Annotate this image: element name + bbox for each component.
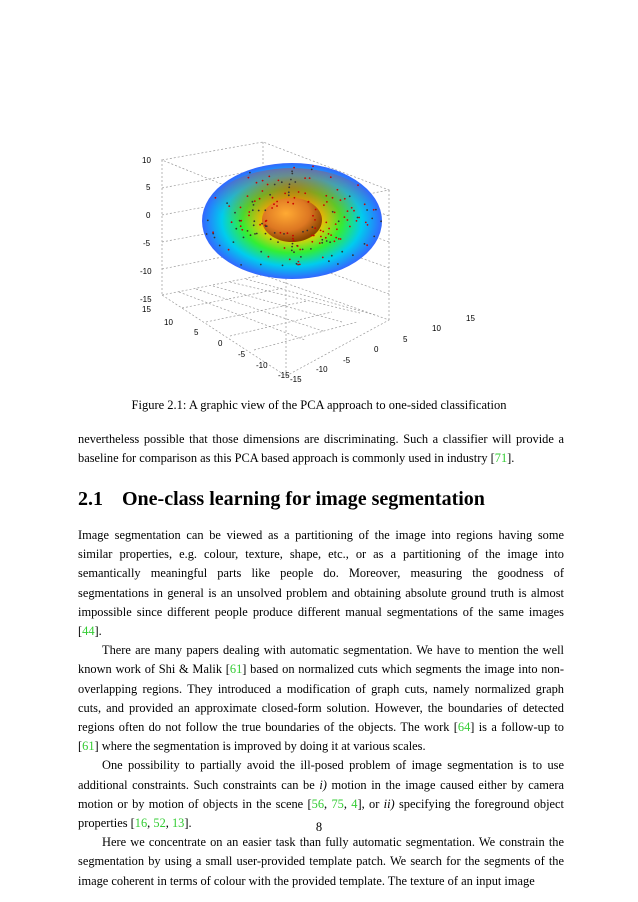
y-tick: 0: [374, 345, 379, 354]
page-number: 8: [315, 820, 323, 834]
paragraph: Here we concentrate on an easier task than fully automatic segmentation. We constrain the segmentation by using a small user-provided template patch. We search for the segments of the image coherent in terms of colour with the provided template. The texture of an input image: [78, 835, 564, 888]
scatter-point: [291, 173, 293, 175]
scatter-point: [282, 265, 284, 267]
scatter-point: [289, 183, 291, 185]
scatter-point: [310, 248, 312, 250]
scatter-point: [281, 181, 283, 183]
scatter-point: [329, 241, 331, 243]
scatter-point: [337, 189, 339, 191]
scatter-point: [292, 238, 294, 240]
paragraph-top: nevertheless possible that those dimensions are discriminating. Such a classifier will provide a baseline for comparison as this PCA based approach is commonly used in industry [71].: [78, 432, 564, 466]
scatter-point: [306, 230, 308, 232]
x-tick: 0: [218, 339, 223, 348]
scatter-point: [240, 225, 242, 227]
scatter-point: [228, 205, 230, 207]
scatter-point: [270, 238, 272, 240]
z-tick: 0: [146, 211, 151, 220]
scatter-point: [239, 220, 241, 222]
scatter-point: [312, 226, 314, 228]
scatter-point: [283, 233, 285, 235]
scatter-point: [262, 180, 264, 182]
scatter-point: [284, 247, 286, 249]
scatter-point: [314, 219, 316, 221]
scatter-point: [289, 259, 291, 261]
scatter-point: [288, 191, 290, 193]
citation-link[interactable]: 64: [457, 720, 471, 735]
z-tick: -10: [140, 267, 152, 276]
scatter-point: [294, 197, 296, 199]
z-tick: 5: [146, 183, 151, 192]
y-tick: -5: [343, 356, 351, 365]
scatter-point: [332, 197, 334, 199]
scatter-point: [288, 194, 290, 196]
citation-link[interactable]: 56: [311, 796, 325, 811]
scatter-point: [335, 223, 337, 225]
x-tick: -5: [238, 350, 246, 359]
scatter-point: [267, 184, 269, 186]
scatter-point: [260, 251, 262, 253]
scatter-point: [300, 256, 302, 258]
scatter-point: [330, 234, 332, 236]
y-axis-ticks: [290, 314, 475, 384]
scatter-point: [291, 246, 293, 248]
figure-caption: Figure 2.1: A graphic view of the PCA approach to one-sided classification: [131, 398, 507, 412]
scatter-point: [297, 245, 299, 247]
pca-3d-figure: [120, 108, 520, 388]
scatter-point: [271, 207, 273, 209]
scatter-point: [280, 232, 282, 234]
citation-link[interactable]: 44: [82, 624, 95, 639]
scatter-point: [330, 176, 332, 178]
x-tick: 5: [194, 328, 199, 337]
scatter-point: [373, 236, 375, 238]
scatter-point: [249, 172, 251, 174]
scatter-point: [353, 210, 355, 212]
scatter-point: [268, 176, 270, 178]
scatter-point: [219, 245, 221, 247]
scatter-point: [328, 233, 330, 235]
scatter-point: [337, 263, 339, 265]
scatter-point: [261, 223, 263, 225]
x-tick: 10: [164, 318, 173, 327]
scatter-point: [320, 230, 322, 232]
scatter-point: [294, 181, 296, 183]
scatter-point: [274, 232, 276, 234]
scatter-point: [253, 204, 255, 206]
scatter-point: [380, 220, 382, 222]
scatter-point: [292, 235, 294, 237]
scatter-point: [366, 209, 368, 211]
y-tick: 15: [466, 314, 475, 323]
scatter-point: [240, 220, 242, 222]
scatter-point: [291, 250, 293, 252]
scatter-point: [364, 243, 366, 245]
scatter-point: [319, 242, 321, 244]
z-tick: -5: [143, 239, 151, 248]
scatter-point: [335, 237, 337, 239]
scatter-point: [241, 229, 243, 231]
x-tick: -10: [256, 361, 268, 370]
scatter-point: [357, 217, 359, 219]
scatter-point: [259, 198, 261, 200]
scatter-point: [344, 198, 346, 200]
scatter-point: [321, 239, 323, 241]
scatter-point: [288, 186, 290, 188]
scatter-point: [293, 167, 295, 169]
data-surface: [202, 163, 382, 279]
citation-link[interactable]: 71: [494, 451, 508, 466]
paragraph: There are many papers dealing with automatic segmentation. We have to mention the well known work of Shi & Malik [61] based on normalized cuts which segments the image into non-overlapping regions. They introduced a modification of graph cuts, namely normalized graph cuts, and provided an approximate closed-form solution. However, the boundaries of detected regions often do not follow the true boundaries of the objects. The work [64] is a follow-up to [61] where the segmentation is improved by doing it at various scales.: [78, 643, 564, 754]
scatter-point: [207, 220, 209, 222]
scatter-point: [331, 255, 333, 257]
scatter-point: [325, 195, 327, 197]
scatter-point: [287, 201, 289, 203]
pca-3d-plot: [120, 108, 520, 388]
scatter-point: [334, 212, 336, 214]
scatter-point: [276, 205, 278, 207]
scatter-point: [302, 249, 304, 251]
scatter-point: [325, 237, 327, 239]
scatter-point: [233, 241, 235, 243]
scatter-point: [338, 220, 340, 222]
scatter-point: [325, 222, 327, 224]
scatter-point: [332, 211, 334, 213]
scatter-point: [299, 249, 301, 251]
scatter-point: [235, 228, 237, 230]
scatter-point: [292, 243, 294, 245]
scatter-point: [253, 220, 255, 222]
scatter-point: [347, 219, 349, 221]
scatter-point: [311, 169, 313, 171]
scatter-point: [264, 209, 266, 211]
paragraph-text: nevertheless possible that those dimensions are discriminating. Such a classifier will provide a baseline for comparison as this PCA based approach is commonly used in industry [: [78, 432, 564, 466]
scatter-point: [265, 220, 267, 222]
section-heading: [78, 488, 564, 511]
scatter-point: [328, 228, 330, 230]
scatter-point: [349, 195, 351, 197]
scatter-point: [364, 203, 366, 205]
scatter-point: [323, 204, 325, 206]
scatter-point: [254, 200, 256, 202]
scatter-point: [304, 177, 306, 179]
y-tick: 10: [432, 324, 441, 333]
scatter-point: [347, 210, 349, 212]
scatter-point: [322, 231, 324, 233]
scatter-point: [273, 203, 275, 205]
citation-link[interactable]: 52: [153, 816, 166, 831]
scatter-point: [312, 215, 314, 217]
scatter-point: [259, 224, 261, 226]
citation-link[interactable]: 4: [351, 796, 358, 811]
scatter-point: [320, 236, 322, 238]
scatter-point: [215, 197, 217, 199]
scatter-point: [248, 215, 250, 217]
scatter-point: [278, 180, 280, 182]
scatter-point: [248, 211, 250, 213]
scatter-point: [299, 264, 301, 266]
z-axis-ticks: [140, 156, 152, 304]
z-tick: -15: [140, 295, 152, 304]
scatter-point: [234, 212, 236, 214]
scatter-point: [274, 184, 276, 186]
citation-link[interactable]: 75: [331, 796, 344, 811]
scatter-point: [269, 194, 271, 196]
scatter-point: [322, 257, 324, 259]
scatter-point: [326, 201, 328, 203]
citation-link[interactable]: 61: [82, 739, 95, 754]
scatter-point: [313, 235, 315, 237]
scatter-point: [226, 202, 228, 204]
scatter-point: [253, 224, 255, 226]
scatter-point: [315, 209, 317, 211]
y-tick: -15: [290, 375, 302, 384]
scatter-point: [366, 244, 368, 246]
scatter-point: [351, 207, 353, 209]
section-number: 2.1: [78, 488, 103, 510]
scatter-point: [314, 227, 316, 229]
scatter-point: [293, 251, 295, 253]
scatter-point: [256, 233, 258, 235]
citation-link[interactable]: 16: [134, 816, 148, 831]
scatter-point: [302, 231, 304, 233]
scatter-point: [340, 199, 342, 201]
scatter-point: [228, 249, 230, 251]
scatter-point: [214, 237, 216, 239]
scatter-point: [298, 191, 300, 193]
scatter-point: [247, 230, 249, 232]
scatter-point: [373, 209, 375, 211]
scatter-point: [266, 225, 268, 227]
scatter-point: [326, 240, 328, 242]
scatter-point: [256, 182, 258, 184]
scatter-point: [356, 220, 358, 222]
scatter-point: [375, 209, 377, 211]
scatter-point: [287, 232, 289, 234]
scatter-point: [311, 235, 313, 237]
scatter-point: [341, 251, 343, 253]
scatter-point: [358, 217, 360, 219]
scatter-point: [243, 237, 245, 239]
scatter-point: [334, 240, 336, 242]
scatter-point: [260, 264, 262, 266]
scatter-point: [292, 203, 294, 205]
scatter-point: [231, 221, 233, 223]
scatter-point: [321, 242, 323, 244]
scatter-point: [293, 240, 295, 242]
section-title: One-class learning for image segmentation: [122, 488, 485, 510]
scatter-point: [312, 165, 314, 167]
y-tick: 5: [403, 335, 408, 344]
scatter-point: [262, 190, 264, 192]
scatter-point: [258, 210, 260, 212]
section-body: [78, 526, 564, 891]
scatter-point: [206, 233, 208, 235]
scatter-point: [250, 234, 252, 236]
paragraph: Image segmentation can be viewed as a partitioning of the image into regions having some similar properties, e.g. colour, texture, shape, etc., or as a partitioning of the image into semantically meaningful parts like people do. Moreover, measuring the goodness of segmentations in general is an unsolved problem and obtaining absolute ground truth is almost impossible since different people produce different manual segmentations of the same images [44].: [78, 528, 564, 639]
scatter-point: [357, 184, 359, 186]
x-tick: -15: [278, 371, 290, 380]
scatter-point: [336, 228, 338, 230]
scatter-point: [338, 238, 340, 240]
scatter-point: [248, 177, 250, 179]
z-tick: 10: [142, 156, 151, 165]
scatter-point: [349, 226, 351, 228]
scatter-point: [247, 195, 249, 197]
scatter-point: [371, 218, 373, 220]
scatter-point: [308, 201, 310, 203]
scatter-point: [272, 197, 274, 199]
scatter-point: [291, 170, 293, 172]
scatter-point: [284, 193, 286, 195]
scatter-point: [365, 222, 367, 224]
scatter-point: [212, 231, 214, 233]
scatter-point: [240, 207, 242, 209]
scatter-point: [254, 233, 256, 235]
paragraph: One possibility to partially avoid the ill-posed problem of image segmentation is to use additional constraints. Such constraints can be i) motion in the image caused either by camera motion or by motion of objects in the scene [56, 75, 4], or ii) specifying the foreground object properties [16, 52, 13].: [78, 758, 564, 831]
scatter-point: [297, 264, 299, 266]
scatter-point: [298, 261, 300, 263]
x-axis-ticks: [142, 305, 290, 380]
y-tick: -10: [316, 365, 328, 374]
scatter-point: [296, 263, 298, 265]
scatter-point: [352, 254, 354, 256]
scatter-point: [340, 238, 342, 240]
scatter-point: [328, 260, 330, 262]
scatter-point: [304, 192, 306, 194]
scatter-point: [309, 177, 311, 179]
scatter-point: [311, 241, 313, 243]
scatter-point: [367, 224, 369, 226]
citation-link[interactable]: 13: [171, 816, 185, 831]
scatter-point: [268, 256, 270, 258]
scatter-point: [252, 209, 254, 211]
x-tick: 15: [142, 305, 151, 314]
scatter-point: [344, 216, 346, 218]
scatter-point: [277, 241, 279, 243]
scatter-point: [252, 201, 254, 203]
scatter-point: [276, 201, 278, 203]
scatter-point: [240, 264, 242, 266]
scatter-point: [290, 179, 292, 181]
citation-link[interactable]: 61: [229, 662, 243, 677]
scatter-point: [265, 233, 267, 235]
